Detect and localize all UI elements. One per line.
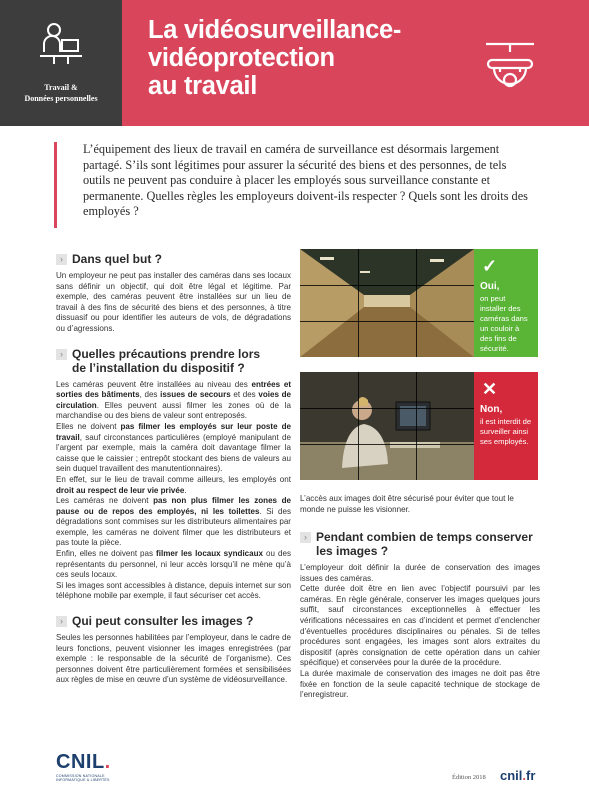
category-line2: Données personnelles <box>24 94 98 103</box>
yes-title: Oui, <box>480 281 500 292</box>
office-illustration <box>300 372 474 480</box>
text-run: . <box>184 485 187 495</box>
text-run: ou des représentants du personnel, ni leur accès lorsqu’il ne mène qu’à ces seuls locaux. <box>56 549 291 580</box>
precautions-paragraph <box>56 422 291 475</box>
precautions-paragraph: Si les images sont accessibles à distance, depuis internet sur son téléphone mobile par exemple, il faut sécuriser cet accès. <box>56 580 291 601</box>
grid-line <box>358 249 359 357</box>
grid-line <box>300 408 474 409</box>
grid-line <box>358 372 359 480</box>
logo-word: CNIL <box>56 751 105 773</box>
duree-paragraph: L’employeur doit définir la durée de conservation des images issues des caméras. <box>300 563 540 583</box>
text-run: . Elles peuvent aussi filmer les zones où de la marchandise ou des biens de valeur sont entreposés. <box>56 400 291 421</box>
corridor-illustration <box>300 249 474 357</box>
section-text-but: Un employeur ne peut pas installer des caméras dans ses locaux sans définir un objectif, qui doit être légal et légitime. Par exemple, des caméras peuvent être installées sur un lieu de travail à des fins de sécurité des biens et des personnes, à titre dissuasif ou pour identifier les auteurs de vols, de dégradations ou d’agressions. <box>56 271 291 333</box>
cnil-logo <box>56 752 136 786</box>
category-line1: Travail & <box>44 83 78 92</box>
photo-caption: L’accès aux images doit être sécurisé pour éviter que tout le monde ne puisse les visionner. <box>300 494 514 514</box>
bold-run: pas filmer les employés sur leur poste de travail <box>56 421 291 442</box>
logo-sub-line1: COMMISSION NATIONALE <box>56 774 105 778</box>
bold-run: issues de secours <box>160 390 231 400</box>
edition-label: Édition 2018 <box>452 774 486 781</box>
chevron-right-icon: › <box>56 616 67 627</box>
office-worker-photo <box>300 372 474 480</box>
grid-line <box>300 321 474 322</box>
text-run: , sauf circonstances particulières (employé manipulant de l’argent par exemple, mais la caméra doit davantage filmer la caisse que le caissier ; entrepôt stockant des biens de valeurs au sein duquel travaillent des manutentionnaires). <box>56 432 291 474</box>
chevron-right-icon: › <box>56 254 67 265</box>
section-title-consulter: Qui peut consulter les images ? <box>72 614 254 629</box>
site-part: cnil <box>500 768 523 783</box>
no-text: il est interdit de surveiller ainsi ses employés. <box>480 417 532 446</box>
bold-run: entrées et sorties des bâtiments <box>56 379 291 400</box>
precautions-title-line2: de l’installation du dispositif ? <box>72 360 245 375</box>
logo-sub-line2: INFORMATIQUE & LIBERTÉS <box>56 778 110 783</box>
duree-title-line2: les images ? <box>316 544 389 558</box>
bold-run: filmer les locaux syndicaux <box>156 549 264 559</box>
precautions-paragraph <box>56 475 291 496</box>
yes-text: on peut installer des caméras dans un couloir à des fins de sécurité. <box>480 294 528 353</box>
text-run: Les caméras peuvent être installées au niveau des <box>56 379 252 389</box>
section-heading-duree <box>300 530 540 558</box>
text-run: et des <box>230 390 259 400</box>
text-run: Enfin, elles ne doivent pas <box>56 549 157 559</box>
duree-paragraph: Cette durée doit être en lien avec l’objectif poursuivi par les caméras. En règle générale, conserver les images quelques jours suffit, sauf circonstances exceptionnelles à effectuer les vérifications nécessaires en cas d’incident et permet d’enclencher d’éventuelles procédures disciplinaires ou pénales. Si de telles procédures sont engagées, les images sont alors extraites du dispositif (après consignation de cette opération dans un cahier spécifique) et conservées pour la durée de la procédure. <box>300 584 540 668</box>
precautions-paragraph <box>56 496 291 549</box>
category-block <box>0 0 122 126</box>
left-column <box>56 252 291 686</box>
intro-text: L’équipement des lieux de travail en caméra de surveillance est désormais largement partagé. S’ils sont légitimes pour assurer la sécurité des biens et des personnes, de tels outils ne peuvent pas conduire à placer les employés sous surveillance constante et permanente. Quelles règles les employeurs doivent-ils respecter ? Quels sont les droits des employés ? <box>83 142 528 219</box>
text-run: . Si des dégradations sont commises sur les distributeurs alimentaires par exemple, les caméras ne doivent filmer que les distributeurs et pas toute la pièce. <box>56 506 291 548</box>
bold-run: pas non plus filmer les zones de pause ou de repos des employés, ni les toilettes <box>56 496 291 516</box>
text-run: Les caméras ne doivent <box>56 496 154 506</box>
bold-run: droit au respect de leur vie privée <box>56 485 185 495</box>
duree-paragraph: La durée maximale de conservation des images ne doit pas être fixée en fonction de la seule capacité technique de stockage de l’enregistreur. <box>300 668 540 700</box>
section-title-duree <box>316 530 533 558</box>
text-run: En effet, sur le lieu de travail comme ailleurs, les employés ont <box>56 474 291 484</box>
text-run: , des <box>139 390 161 400</box>
corridor-photo <box>300 249 474 357</box>
checkmark-icon: ✓ <box>482 256 498 276</box>
section-text-consulter: Seules les personnes habilitées par l’employeur, dans le cadre de leurs fonctions, peuvent visionner les images enregistrées (par exemple : le responsable de la sécurité de l’organisme). Ces personnes doivent être particulièrement formées et sensibilisées aux règles de mise en œuvre d’un système de vidéosurveillance. <box>56 633 291 685</box>
worker-computer-icon <box>36 20 86 70</box>
logo-subtitle <box>56 774 136 782</box>
title-line1: La vidéosurveillance- <box>148 16 402 44</box>
cross-icon: ✕ <box>482 379 498 399</box>
no-badge <box>474 372 538 480</box>
text-run: Elles ne doivent <box>56 421 121 431</box>
header-banner <box>0 0 589 126</box>
intro-block <box>54 142 534 228</box>
section-heading-consulter <box>56 614 291 628</box>
grid-line <box>300 444 474 445</box>
grid-line <box>300 285 474 286</box>
grid-line <box>416 372 417 480</box>
logo-wordmark <box>56 752 136 772</box>
yes-badge <box>474 249 538 357</box>
logo-dot: . <box>104 751 111 773</box>
duree-title-line1: Pendant combien de temps conserver <box>316 530 533 544</box>
section-heading-precautions <box>56 347 291 375</box>
section-title-but: Dans quel but ? <box>72 252 162 266</box>
chevron-right-icon: › <box>56 349 67 360</box>
page-title <box>148 16 468 100</box>
security-camera-icon <box>478 40 542 106</box>
bold-run: voies de circulation <box>56 390 291 410</box>
site-link[interactable] <box>500 768 535 783</box>
title-line2: vidéoprotection <box>148 44 335 72</box>
site-part: fr <box>526 768 536 783</box>
section-title-precautions <box>72 347 260 375</box>
grid-line <box>416 249 417 357</box>
precautions-title-line1: Quelles précautions prendre lors <box>72 346 261 361</box>
site-dot: . <box>522 768 527 783</box>
precautions-paragraph <box>56 380 291 422</box>
no-title: Non, <box>480 404 503 415</box>
precautions-paragraph <box>56 549 291 581</box>
right-column <box>300 530 540 701</box>
title-line3: au travail <box>148 72 257 100</box>
section-heading-but <box>56 252 291 266</box>
chevron-right-icon: › <box>300 532 311 543</box>
